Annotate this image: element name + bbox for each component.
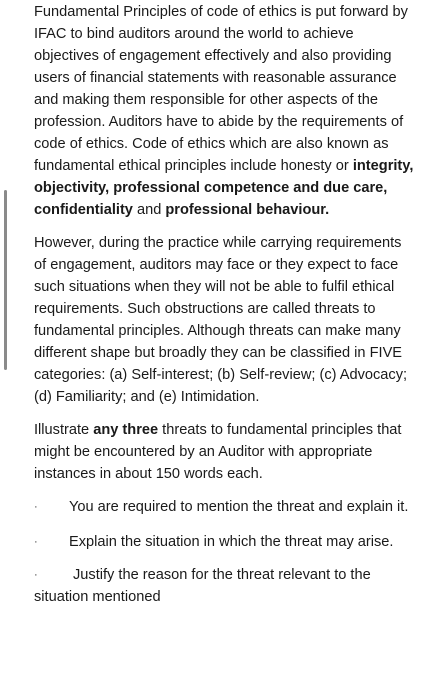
bullet-text: Justify the reason for the threat relevant to the situation mentioned bbox=[34, 567, 371, 605]
bullet-text: You are required to mention the threat and explain it. bbox=[69, 499, 409, 515]
bullet-marker: · bbox=[34, 501, 38, 513]
bullet-marker: · bbox=[34, 569, 38, 581]
bullet-item bbox=[34, 496, 416, 518]
bullet-item bbox=[34, 564, 416, 608]
intro-text: Fundamental Principles of code of ethics is put forward by IFAC to bind auditors around the world to achieve objectives of engagement effectively and also providing users of financial statements with reasonable assurance and making them responsible for other aspects of the profession. Auditors have to abide by the requirements of code of ethics. Code of ethics which are also known as fundamental ethical principles include honesty or bbox=[34, 4, 408, 174]
threats-paragraph: However, during the practice while carrying requirements of engagement, auditors may face or they expect to face such situations when they will not be able to fulfil ethical requirements. Such obstructions are called threats to fundamental principles. Although threats can make many different shape but broadly they can be classified in FIVE categories: (a) Self-interest; (b) Self-review; (c) Advocacy; (d) Familiarity; and (e) Intimidation. bbox=[34, 235, 408, 405]
instruction-paragraph bbox=[34, 419, 416, 485]
bullet-item bbox=[34, 531, 416, 553]
question-body bbox=[34, 1, 416, 608]
intro-connector: and bbox=[132, 202, 166, 218]
principles-list-bold: integrity, objectivity, professional competence and due care, confidentiality bbox=[34, 158, 414, 218]
intro-paragraph bbox=[34, 1, 416, 221]
any-three-bold: any three bbox=[93, 422, 159, 438]
instruction-text-end: threats to fundamental principles that might be encountered by an Auditor with appropriate instances in about 150 words each. bbox=[34, 422, 402, 482]
professional-behaviour-bold: professional behaviour. bbox=[165, 202, 330, 218]
instruction-text-start: Illustrate bbox=[34, 422, 94, 438]
bullet-text: Explain the situation in which the threat may arise. bbox=[69, 534, 394, 550]
scroll-indicator[interactable] bbox=[4, 190, 7, 370]
bullet-marker: · bbox=[34, 536, 38, 548]
